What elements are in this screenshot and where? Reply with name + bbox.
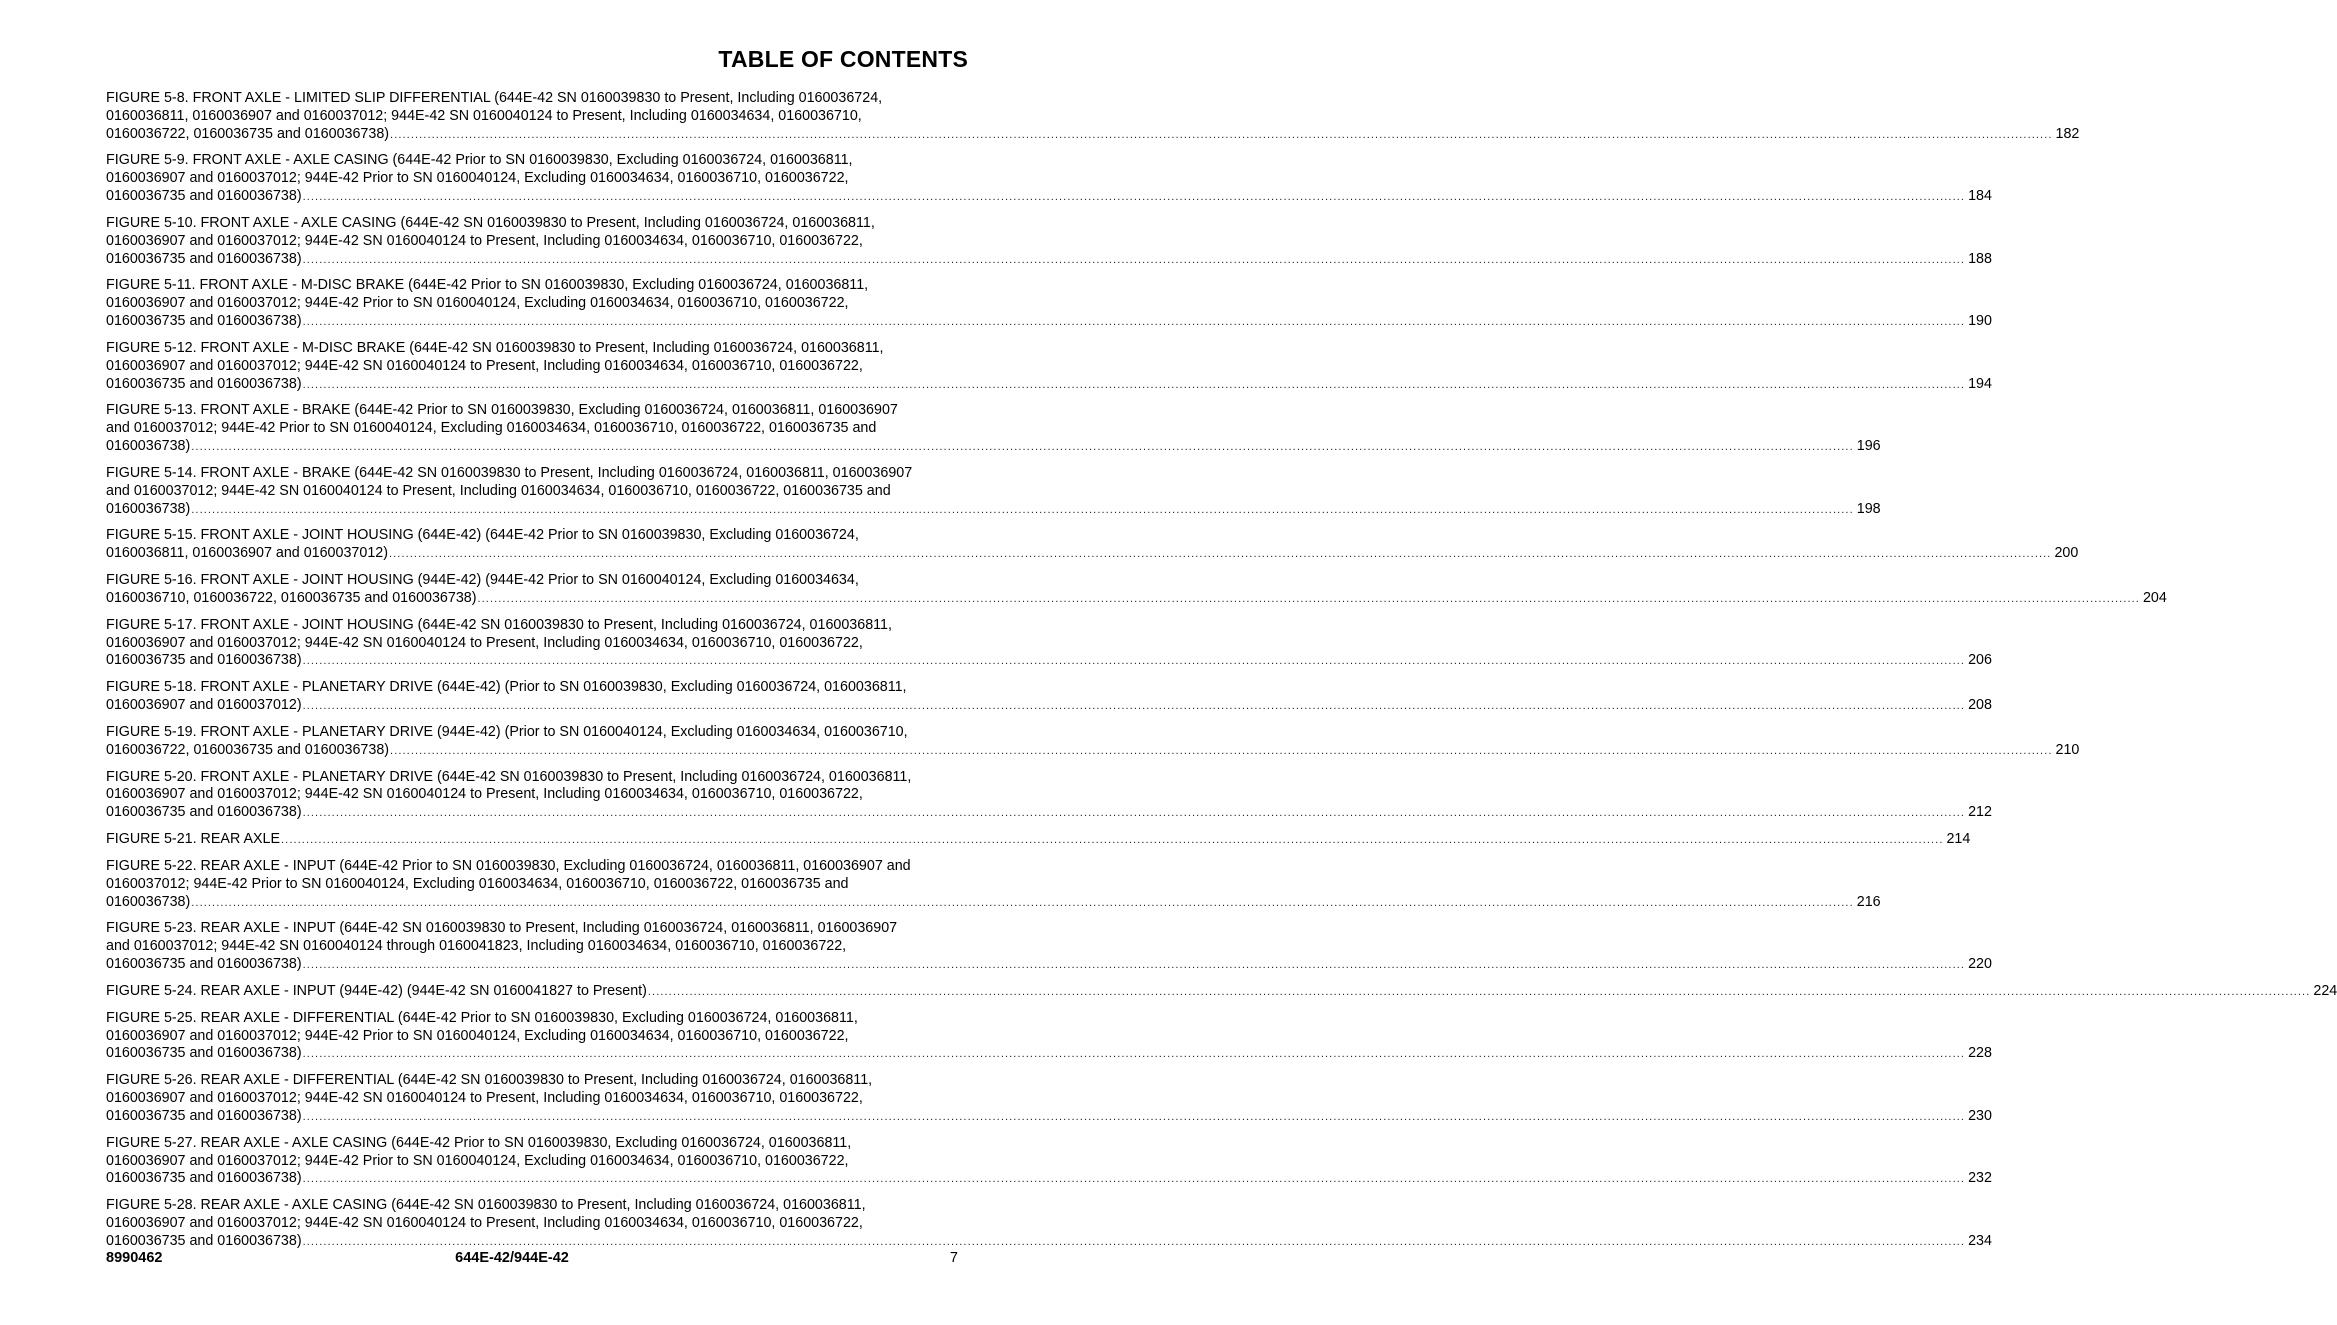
- toc-entry-text-line: FIGURE 5-23. REAR AXLE - INPUT (644E-42 SN 0160039830 to Present, Including 0160036724, 0160036811, 0160036907: [106, 920, 898, 937]
- toc-entry-text-line: 0160036722, 0160036735 and 0160036738): [106, 125, 390, 142]
- dot-leader: ................................................................................................................................................................................................................................................................................................................................................................................................................: [191, 441, 1854, 454]
- toc-entry-text-line: FIGURE 5-25. REAR AXLE - DIFFERENTIAL (644E-42 Prior to SN 0160039830, Excluding 0160036724, 0160036811,: [106, 1009, 858, 1026]
- toc-entry-page-number: 208: [1968, 697, 1992, 714]
- toc-entry-page-number: 210: [2055, 741, 2080, 758]
- toc-entry-text-line: FIGURE 5-21. REAR AXLE: [106, 831, 281, 848]
- dot-leader: ................................................................................................................................................................................................................................................................................................................................................................................................................: [302, 191, 1966, 204]
- toc-entry-text-line: 0160036907 and 0160037012): [106, 697, 302, 714]
- toc-entry-text-line: 0160036907 and 0160037012; 944E-42 Prior to SN 0160040124, Excluding 0160034634, 0160036710, 0160036722,: [106, 295, 849, 312]
- toc-entry-text-line: FIGURE 5-19. FRONT AXLE - PLANETARY DRIVE (944E-42) (Prior to SN 0160040124, Excluding 0160034634, 0160036710,: [106, 723, 908, 740]
- document-number: 8990462: [106, 1250, 163, 1266]
- toc-entry-text-line: 0160036907 and 0160037012; 944E-42 Prior to SN 0160040124, Excluding 0160034634, 0160036710, 0160036722,: [106, 1027, 849, 1044]
- toc-entry-text-line: 0160036710, 0160036722, 0160036735 and 0160036738): [106, 589, 477, 606]
- toc-entry-last-line: [106, 313, 1992, 332]
- dot-leader: ................................................................................................................................................................................................................................................................................................................................................................................................................: [191, 896, 1854, 909]
- toc-entry-text-line: FIGURE 5-15. FRONT AXLE - JOINT HOUSING (644E-42) (644E-42 Prior to SN 0160039830, Excluding 0160036724,: [106, 527, 859, 544]
- toc-entry-page-number: 228: [1968, 1045, 1992, 1062]
- toc-entry-page-number: 220: [1968, 956, 1992, 973]
- toc-entry[interactable]: [106, 1072, 1992, 1126]
- toc-entry-text-line: FIGURE 5-14. FRONT AXLE - BRAKE (644E-42 SN 0160039830 to Present, Including 0160036724, 0160036811, 0160036907: [106, 464, 913, 481]
- toc-entry[interactable]: [106, 277, 1992, 331]
- dot-leader: ................................................................................................................................................................................................................................................................................................................................................................................................................: [302, 1235, 1966, 1248]
- toc-entry-page-number: 200: [2054, 545, 2079, 562]
- toc-entry-text-line: 0160036907 and 0160037012; 944E-42 SN 0160040124 to Present, Including 0160034634, 0160036710, 0160036722,: [106, 357, 863, 374]
- page-title: TABLE OF CONTENTS: [718, 46, 968, 72]
- dot-leader: ................................................................................................................................................................................................................................................................................................................................................................................................................: [302, 1110, 1966, 1123]
- dot-leader: ................................................................................................................................................................................................................................................................................................................................................................................................................: [281, 834, 1944, 847]
- toc-entry[interactable]: [106, 90, 2080, 144]
- toc-entry-text-line: 0160036735 and 0160036738): [106, 1107, 302, 1124]
- toc-entry-text-line: 0160036907 and 0160037012; 944E-42 SN 0160040124 to Present, Including 0160034634, 0160036710, 0160036722,: [106, 232, 863, 249]
- toc-entry-last-line: [106, 956, 1992, 975]
- toc-entry-text-line: FIGURE 5-22. REAR AXLE - INPUT (644E-42 Prior to SN 0160039830, Excluding 0160036724, 0160036811, 0160036907 and: [106, 858, 911, 874]
- toc-entry-text-line: 0160036907 and 0160037012; 944E-42 Prior to SN 0160040124, Excluding 0160034634, 0160036710, 0160036722,: [106, 170, 849, 187]
- toc-entry-last-line: [106, 652, 1992, 671]
- toc-entry-last-line: [106, 1232, 1992, 1252]
- toc-entry-text-line: 0160036907 and 0160037012; 944E-42 SN 0160040124 to Present, Including 0160034634, 0160036710, 0160036722,: [106, 1215, 863, 1232]
- toc-entry-page-number: 212: [1968, 804, 1992, 821]
- toc-entry-last-line: [106, 741, 2080, 761]
- toc-entry-text-line: FIGURE 5-26. REAR AXLE - DIFFERENTIAL (644E-42 SN 0160039830 to Present, Including 0160036724, 0160036811,: [106, 1072, 873, 1089]
- dot-leader: ................................................................................................................................................................................................................................................................................................................................................................................................................: [191, 503, 1854, 516]
- toc-entry[interactable]: [106, 920, 1992, 974]
- toc-entry-last-line: [106, 188, 1992, 207]
- toc-entry[interactable]: [106, 464, 1881, 519]
- toc-entry-last-line: [106, 982, 2337, 1002]
- toc-entry-text-line: and 0160037012; 944E-42 SN 0160040124 to Present, Including 0160034634, 0160036710, 0160036722, 0160036735 and: [106, 482, 891, 499]
- toc-entry-text-line: 0160036735 and 0160036738): [106, 652, 302, 669]
- dot-leader: ................................................................................................................................................................................................................................................................................................................................................................................................................: [647, 985, 2311, 998]
- toc-entry-last-line: [106, 545, 2079, 564]
- toc-entry-text-line: FIGURE 5-16. FRONT AXLE - JOINT HOUSING (944E-42) (944E-42 Prior to SN 0160040124, Excluding 0160034634,: [106, 572, 859, 589]
- dot-leader: ................................................................................................................................................................................................................................................................................................................................................................................................................: [388, 548, 2052, 561]
- toc-entry-page-number: 234: [1968, 1232, 1992, 1249]
- toc-entry-text-line: FIGURE 5-24. REAR AXLE - INPUT (944E-42) (944E-42 SN 0160041827 to Present): [106, 982, 647, 999]
- toc-entry-page-number: 194: [1968, 375, 1992, 392]
- page-number: 7: [949, 1250, 958, 1266]
- toc-entry-text-line: 0160036907 and 0160037012; 944E-42 SN 0160040124 to Present, Including 0160034634, 0160036710, 0160036722,: [106, 634, 863, 651]
- toc-entry[interactable]: [106, 152, 1992, 206]
- toc-entry-page-number: 198: [1856, 500, 1881, 517]
- toc-entry[interactable]: [106, 858, 1881, 912]
- toc-entry-last-line: [106, 125, 2080, 145]
- dot-leader: ................................................................................................................................................................................................................................................................................................................................................................................................................: [302, 655, 1966, 668]
- toc-entry-page-number: 232: [1968, 1170, 1992, 1187]
- toc-entry[interactable]: [106, 768, 1992, 823]
- toc-entry[interactable]: [106, 527, 2079, 564]
- toc-entry[interactable]: [106, 723, 2080, 761]
- toc-entry-text-line: 0160036735 and 0160036738): [106, 956, 302, 973]
- toc-entry-last-line: [106, 831, 1971, 850]
- toc-entry[interactable]: [106, 1134, 1992, 1189]
- toc-entry-text-line: FIGURE 5-9. FRONT AXLE - AXLE CASING (644E-42 Prior to SN 0160039830, Excluding 0160036724, 0160036811,: [106, 152, 853, 169]
- toc-entry-last-line: [106, 804, 1992, 823]
- toc-entry-text-line: 0160036738): [106, 893, 191, 910]
- toc-entry[interactable]: [106, 616, 1992, 671]
- dot-leader: ................................................................................................................................................................................................................................................................................................................................................................................................................: [302, 316, 1966, 329]
- toc-entry-text-line: 0160036735 and 0160036738): [106, 1170, 302, 1187]
- toc-entry-page-number: 196: [1856, 438, 1881, 455]
- toc-entry-text-line: FIGURE 5-28. REAR AXLE - AXLE CASING (644E-42 SN 0160039830 to Present, Including 0160036724, 0160036811,: [106, 1197, 866, 1214]
- toc-entry-text-line: FIGURE 5-27. REAR AXLE - AXLE CASING (644E-42 Prior to SN 0160039830, Excluding 0160036724, 0160036811,: [106, 1134, 852, 1151]
- toc-entry-text-line: 0160036722, 0160036735 and 0160036738): [106, 741, 390, 758]
- dot-leader: ................................................................................................................................................................................................................................................................................................................................................................................................................: [477, 592, 2140, 605]
- toc-entry[interactable]: [106, 831, 1971, 850]
- toc-entry-text-line: 0160036735 and 0160036738): [106, 188, 302, 205]
- toc-entry-text-line: 0160036735 and 0160036738): [106, 804, 302, 821]
- dot-leader: ................................................................................................................................................................................................................................................................................................................................................................................................................: [302, 807, 1966, 820]
- toc-entry[interactable]: [106, 339, 1992, 394]
- table-of-contents: [106, 90, 2337, 1260]
- dot-leader: ................................................................................................................................................................................................................................................................................................................................................................................................................: [302, 253, 1966, 266]
- toc-entry-last-line: [106, 375, 1992, 395]
- toc-entry-page-number: 214: [1946, 831, 1971, 848]
- toc-entry-last-line: [106, 697, 1992, 716]
- toc-entry-text-line: 0160036811, 0160036907 and 0160037012): [106, 545, 388, 562]
- toc-entry-page-number: 206: [1968, 652, 1992, 669]
- toc-entry-text-line: FIGURE 5-11. FRONT AXLE - M-DISC BRAKE (644E-42 Prior to SN 0160039830, Excluding 0160036724, 0160036811,: [106, 277, 869, 294]
- toc-entry-text-line: FIGURE 5-10. FRONT AXLE - AXLE CASING (644E-42 SN 0160039830 to Present, Including 0160036724, 0160036811,: [106, 214, 875, 231]
- toc-entry[interactable]: [106, 572, 2167, 609]
- toc-entry-text-line: FIGURE 5-18. FRONT AXLE - PLANETARY DRIVE (644E-42) (Prior to SN 0160039830, Excluding 0160036724, 0160036811,: [106, 679, 907, 696]
- toc-entry[interactable]: [106, 982, 2337, 1002]
- toc-entry-text-line: FIGURE 5-13. FRONT AXLE - BRAKE (644E-42 Prior to SN 0160039830, Excluding 0160036724, 0160036811, 0160036907: [106, 402, 898, 419]
- toc-entry-text-line: 0160036735 and 0160036738): [106, 1045, 302, 1062]
- toc-entry-text-line: FIGURE 5-20. FRONT AXLE - PLANETARY DRIVE (644E-42 SN 0160039830 to Present, Including 0160036724, 0160036811,: [106, 768, 912, 785]
- dot-leader: ................................................................................................................................................................................................................................................................................................................................................................................................................: [302, 1048, 1966, 1061]
- toc-entry-last-line: [106, 1170, 1992, 1189]
- toc-entry-text-line: FIGURE 5-12. FRONT AXLE - M-DISC BRAKE (644E-42 SN 0160039830 to Present, Including 0160036724, 0160036811,: [106, 339, 884, 356]
- toc-entry-last-line: [106, 250, 1992, 270]
- toc-entry[interactable]: [106, 1009, 1992, 1064]
- toc-entry-last-line: [106, 893, 1881, 913]
- toc-entry-page-number: 216: [1856, 893, 1881, 910]
- toc-entry-text-line: 0160036738): [106, 500, 191, 517]
- toc-entry-text-line: 0160037012; 944E-42 Prior to SN 0160040124, Excluding 0160034634, 0160036710, 0160036722, 0160036735 and: [106, 875, 849, 892]
- toc-entry-text-line: 0160036907 and 0160037012; 944E-42 SN 0160040124 to Present, Including 0160034634, 0160036710, 0160036722,: [106, 786, 863, 803]
- toc-entry-page-number: 224: [2313, 982, 2337, 999]
- toc-entry-page-number: 230: [1968, 1107, 1992, 1124]
- toc-entry-text-line: FIGURE 5-17. FRONT AXLE - JOINT HOUSING (644E-42 SN 0160039830 to Present, Including 0160036724, 0160036811,: [106, 616, 892, 633]
- toc-entry-text-line: and 0160037012; 944E-42 Prior to SN 0160040124, Excluding 0160034634, 0160036710, 0160036722, 0160036735 and: [106, 420, 877, 437]
- toc-entry-last-line: [106, 589, 2167, 609]
- dot-leader: ................................................................................................................................................................................................................................................................................................................................................................................................................: [302, 959, 1966, 972]
- toc-entry-text-line: 0160036735 and 0160036738): [106, 250, 302, 267]
- toc-entry-last-line: [106, 500, 1881, 520]
- toc-entry-text-line: and 0160037012; 944E-42 SN 0160040124 through 0160041823, Including 0160034634, 0160036710, 0160036722,: [106, 938, 847, 955]
- toc-entry-text-line: 0160036907 and 0160037012; 944E-42 SN 0160040124 to Present, Including 0160034634, 0160036710, 0160036722,: [106, 1090, 863, 1107]
- page-footer: [0, 1250, 1024, 1270]
- toc-entry-text-line: 0160036735 and 0160036738): [106, 313, 302, 330]
- toc-entry-text-line: 0160036907 and 0160037012; 944E-42 Prior to SN 0160040124, Excluding 0160034634, 0160036710, 0160036722,: [106, 1152, 849, 1169]
- toc-entry-page-number: 188: [1968, 250, 1992, 267]
- toc-entry-last-line: [106, 438, 1881, 457]
- toc-entry-page-number: 182: [2055, 125, 2080, 142]
- toc-entry-last-line: [106, 1045, 1992, 1064]
- dot-leader: ................................................................................................................................................................................................................................................................................................................................................................................................................: [390, 744, 2053, 757]
- toc-entry-text-line: 0160036738): [106, 438, 191, 455]
- toc-entry[interactable]: [106, 402, 1881, 456]
- toc-entry-last-line: [106, 1107, 1992, 1127]
- model-name: 644E-42/944E-42: [455, 1250, 569, 1266]
- toc-entry[interactable]: [106, 679, 1992, 716]
- toc-entry-text-line: 0160036811, 0160036907 and 0160037012; 944E-42 SN 0160040124 to Present, Including 0160034634, 0160036710,: [106, 107, 862, 124]
- dot-leader: ................................................................................................................................................................................................................................................................................................................................................................................................................: [302, 1173, 1966, 1186]
- toc-entry-text-line: 0160036735 and 0160036738): [106, 1232, 302, 1249]
- toc-entry-text-line: FIGURE 5-8. FRONT AXLE - LIMITED SLIP DIFFERENTIAL (644E-42 SN 0160039830 to Present, Including 0160036724,: [106, 90, 883, 106]
- toc-entry-page-number: 184: [1968, 188, 1992, 205]
- dot-leader: ................................................................................................................................................................................................................................................................................................................................................................................................................: [390, 128, 2053, 141]
- toc-entry[interactable]: [106, 214, 1992, 269]
- toc-entry-text-line: 0160036735 and 0160036738): [106, 375, 302, 392]
- dot-leader: ................................................................................................................................................................................................................................................................................................................................................................................................................: [302, 700, 1966, 713]
- dot-leader: ................................................................................................................................................................................................................................................................................................................................................................................................................: [302, 378, 1966, 391]
- toc-entry-page-number: 190: [1968, 313, 1992, 330]
- toc-entry-page-number: 204: [2142, 589, 2167, 606]
- toc-entry[interactable]: [106, 1197, 1992, 1251]
